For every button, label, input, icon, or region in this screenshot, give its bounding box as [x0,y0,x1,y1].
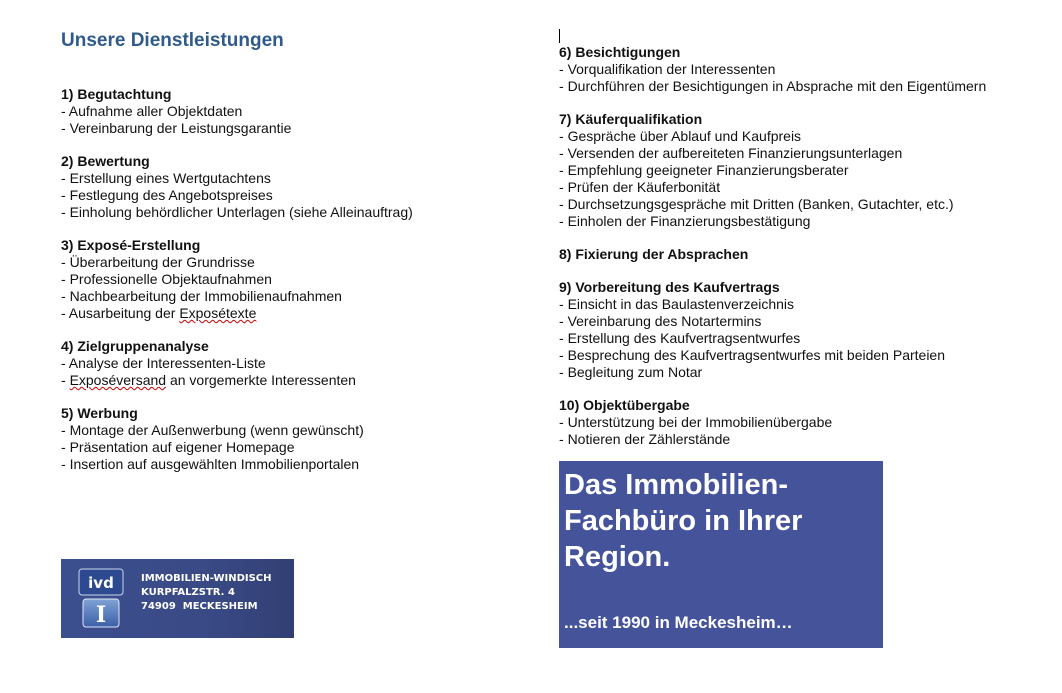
service-section [61,153,531,221]
section-item-list [61,170,531,221]
section-item: - Besprechung des Kaufvertragsentwurfes mit beiden Parteien [559,347,1039,364]
section-item-list [559,414,1039,448]
section-item-list [61,254,531,322]
section-title: 2) Bewertung [61,153,150,169]
ivd-brand-text: ivd [88,574,114,592]
slogan-headline [564,467,802,575]
section-item-list [61,422,531,473]
section-title: 3) Exposé-Erstellung [61,237,201,253]
section-item: - Aufnahme aller Objektdaten [61,103,531,120]
section-title: 4) Zielgruppenanalyse [61,338,209,354]
section-title: 6) Besichtigungen [559,44,681,60]
section-item-list [61,103,531,137]
spellcheck-word: Exposétexte [179,305,257,321]
section-item: - Erstellung des Kaufvertragsentwurfes [559,330,1039,347]
section-item: - Unterstützung bei der Immobilienübergabe [559,414,1039,431]
service-section [61,86,531,137]
service-section [61,338,531,389]
section-item: - Professionelle Objektaufnahmen [61,271,531,288]
section-item: - Exposéversand an vorgemerkte Interessenten [61,372,531,389]
slogan-line: Region. [564,541,671,573]
service-section [559,111,1039,230]
section-title: 1) Begutachtung [61,86,172,102]
section-item: - Ausarbeitung der Exposétexte [61,305,531,322]
service-section [559,246,1039,263]
since-line: ...seit 1990 in Meckesheim… [564,613,793,632]
service-section [559,44,1039,95]
section-item: - Insertion auf ausgewählten Immobilienportalen [61,456,531,473]
section-title: 5) Werbung [61,405,138,421]
section-item: - Einholen der Finanzierungsbestätigung [559,213,1039,230]
left-column [61,86,531,489]
right-column [559,44,1039,464]
section-title: 8) Fixierung der Absprachen [559,246,749,262]
section-title: 10) Objektübergabe [559,397,690,413]
section-item-list [559,296,1039,381]
section-item: - Begleitung zum Notar [559,364,1039,381]
section-item: - Nachbearbeitung der Immobilienaufnahmen [61,288,531,305]
service-section [559,279,1039,381]
section-item: - Versenden der aufbereiteten Finanzierungsunterlagen [559,145,1039,162]
city-address: 74909 MECKESHEIM [141,601,258,612]
section-item: - Vereinbarung des Notartermins [559,313,1039,330]
section-item: - Erstellung eines Wertgutachtens [61,170,531,187]
section-item: - Durchsetzungsgespräche mit Dritten (Banken, Gutachter, etc.) [559,196,1039,213]
section-item: - Einsicht in das Baulastenverzeichnis [559,296,1039,313]
service-section [61,405,531,473]
section-item: - Gespräche über Ablauf und Kaufpreis [559,128,1039,145]
slogan-line: Das Immobilien- [564,469,788,501]
section-item: - Festlegung des Angebotspreises [61,187,531,204]
section-item: - Empfehlung geeigneter Finanzierungsberater [559,162,1039,179]
street-address: KURPFALZSTR. 4 [141,587,235,598]
section-item: - Prüfen der Käuferbonität [559,179,1039,196]
section-item-list [559,128,1039,230]
section-item: - Notieren der Zählerstände [559,431,1039,448]
section-item: - Überarbeitung der Grundrisse [61,254,531,271]
section-item: - Vereinbarung der Leistungsgarantie [61,120,531,137]
section-item: - Montage der Außenwerbung (wenn gewünscht) [61,422,531,439]
section-item: - Analyse der Interessenten-Liste [61,355,531,372]
section-item: - Durchführen der Besichtigungen in Absprache mit den Eigentümern [559,78,1039,95]
section-item: - Präsentation auf eigener Homepage [61,439,531,456]
section-title: 9) Vorbereitung des Kaufvertrags [559,279,780,295]
text-cursor [559,29,560,43]
service-section [559,397,1039,448]
section-title: 7) Käuferqualifikation [559,111,703,127]
section-item: - Vorqualifikation der Interessenten [559,61,1039,78]
section-item-list [559,61,1039,95]
spellcheck-word: Exposéversand [69,372,167,388]
ivd-logo-icon [77,567,125,631]
slogan-box [559,461,883,648]
company-name: IMMOBILIEN-WINDISCH [141,573,272,584]
ivd-badge-letter: I [95,602,107,628]
slogan-line: Fachbüro in Ihrer [564,505,803,537]
section-item-list [61,355,531,389]
page-title: Unsere Dienstleistungen [61,30,284,51]
section-item: - Einholung behördlicher Unterlagen (siehe Alleinauftrag) [61,204,531,221]
service-section [61,237,531,322]
logo-address-box [61,559,294,638]
address-block [141,572,272,614]
